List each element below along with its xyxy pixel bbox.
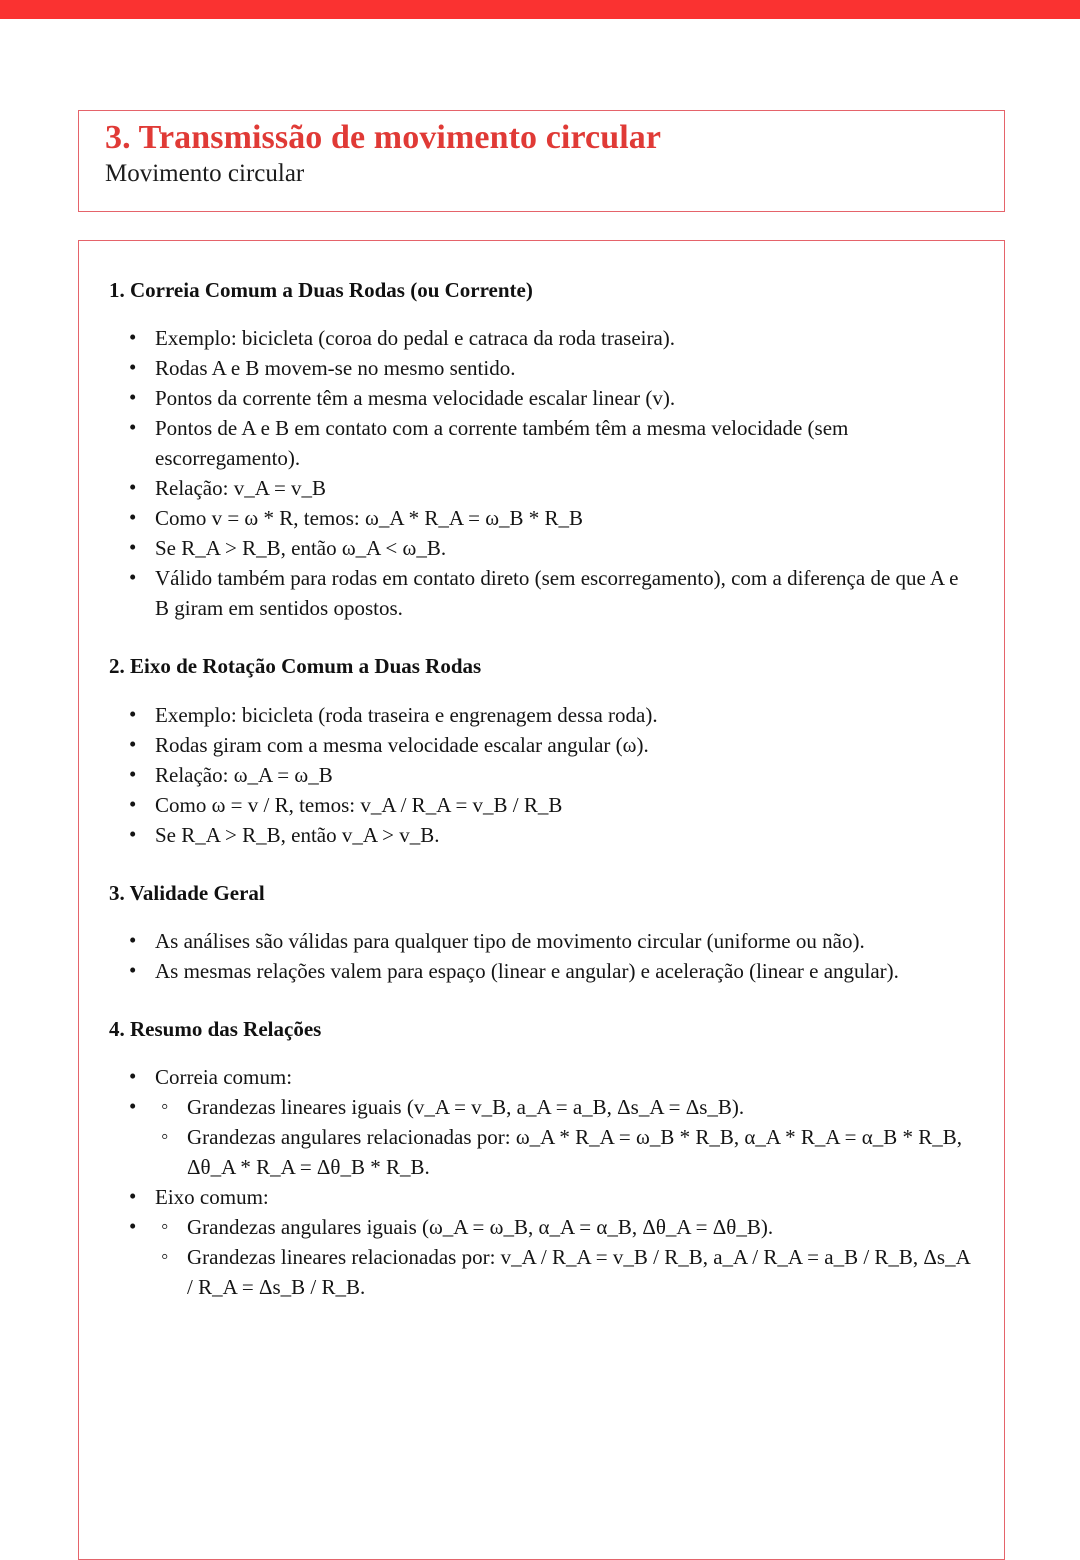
list-item: • Exemplo: bicicleta (roda traseira e engrenagem dessa roda). — [125, 700, 974, 730]
section-4-list — [109, 1062, 974, 1302]
content-body — [79, 241, 1004, 1302]
title-frame-inner — [79, 111, 1004, 189]
list-item: • Como v = ω * R, temos: ω_A * R_A = ω_B * R_B — [125, 503, 974, 533]
page-subtitle: Movimento circular — [105, 160, 305, 188]
sub-list-item: ◦ Grandezas angulares relacionadas por: ω_A * R_A = ω_B * R_B, α_A * R_A = α_B * R_B, Δθ_A * R_A = Δθ_B * R_B. — [159, 1122, 974, 1182]
section-3 — [109, 880, 974, 986]
list-item: • As análises são válidas para qualquer tipo de movimento circular (uniforme ou não). — [125, 926, 974, 956]
list-item: • Rodas giram com a mesma velocidade escalar angular (ω). — [125, 730, 974, 760]
section-spacer — [109, 992, 974, 1016]
section-spacer — [109, 856, 974, 880]
title-frame — [78, 110, 1005, 212]
section-1-list — [109, 323, 974, 623]
section-3-list — [109, 926, 974, 986]
list-item: • Se R_A > R_B, então ω_A < ω_B. — [125, 533, 974, 563]
page-title: 3. Transmissão de movimento circular — [105, 119, 662, 156]
sub-list-item: ◦ Grandezas lineares relacionadas por: v_A / R_A = v_B / R_B, a_A / R_A = a_B / R_B, Δs_A / R_A = Δs_B / R_B. — [159, 1242, 974, 1302]
list-item: • Relação: v_A = v_B — [125, 473, 974, 503]
list-item: • As mesmas relações valem para espaço (linear e angular) e aceleração (linear e angular). — [125, 956, 974, 986]
list-item: • Válido também para rodas em contato direto (sem escorregamento), com a diferença de que A e B giram em sentidos opostos. — [125, 563, 974, 623]
section-4-heading: 4. Resumo das Relações — [109, 1016, 322, 1041]
section-4-sublist-eixo — [125, 1212, 974, 1302]
top-accent-band — [0, 0, 1080, 19]
list-item-nested-wrapper — [125, 1212, 974, 1302]
section-4-sublist-correia — [125, 1092, 974, 1182]
list-item: • Eixo comum: — [125, 1182, 974, 1212]
content-frame — [78, 240, 1005, 1560]
list-item: • Exemplo: bicicleta (coroa do pedal e catraca da roda traseira). — [125, 323, 974, 353]
section-spacer — [109, 629, 974, 653]
list-item: • Correia comum: — [125, 1062, 974, 1092]
section-3-heading: 3. Validade Geral — [109, 880, 265, 905]
section-4 — [109, 1016, 974, 1302]
list-item: • Rodas A e B movem-se no mesmo sentido. — [125, 353, 974, 383]
sub-list-item: ◦ • Grandezas angulares iguais (ω_A = ω_B, α_A = α_B, Δθ_A = Δθ_B). — [159, 1212, 974, 1242]
section-1-heading: 1. Correia Comum a Duas Rodas (ou Corrente) — [109, 278, 533, 302]
list-item: • Se R_A > R_B, então v_A > v_B. — [125, 820, 974, 850]
sub-list-item: ◦ • Grandezas lineares iguais (v_A = v_B, a_A = a_B, Δs_A = Δs_B). — [159, 1092, 974, 1122]
section-2 — [109, 653, 974, 849]
list-item: • Relação: ω_A = ω_B — [125, 760, 974, 790]
section-2-list — [109, 700, 974, 850]
list-item-nested-wrapper — [125, 1092, 974, 1182]
list-item: • Pontos de A e B em contato com a corrente também têm a mesma velocidade (sem escorregamento). — [125, 413, 974, 473]
list-item: • Pontos da corrente têm a mesma velocidade escalar linear (v). — [125, 383, 974, 413]
section-1 — [109, 277, 974, 623]
section-2-heading: 2. Eixo de Rotação Comum a Duas Rodas — [109, 654, 482, 679]
list-item: • Como ω = v / R, temos: v_A / R_A = v_B / R_B — [125, 790, 974, 820]
